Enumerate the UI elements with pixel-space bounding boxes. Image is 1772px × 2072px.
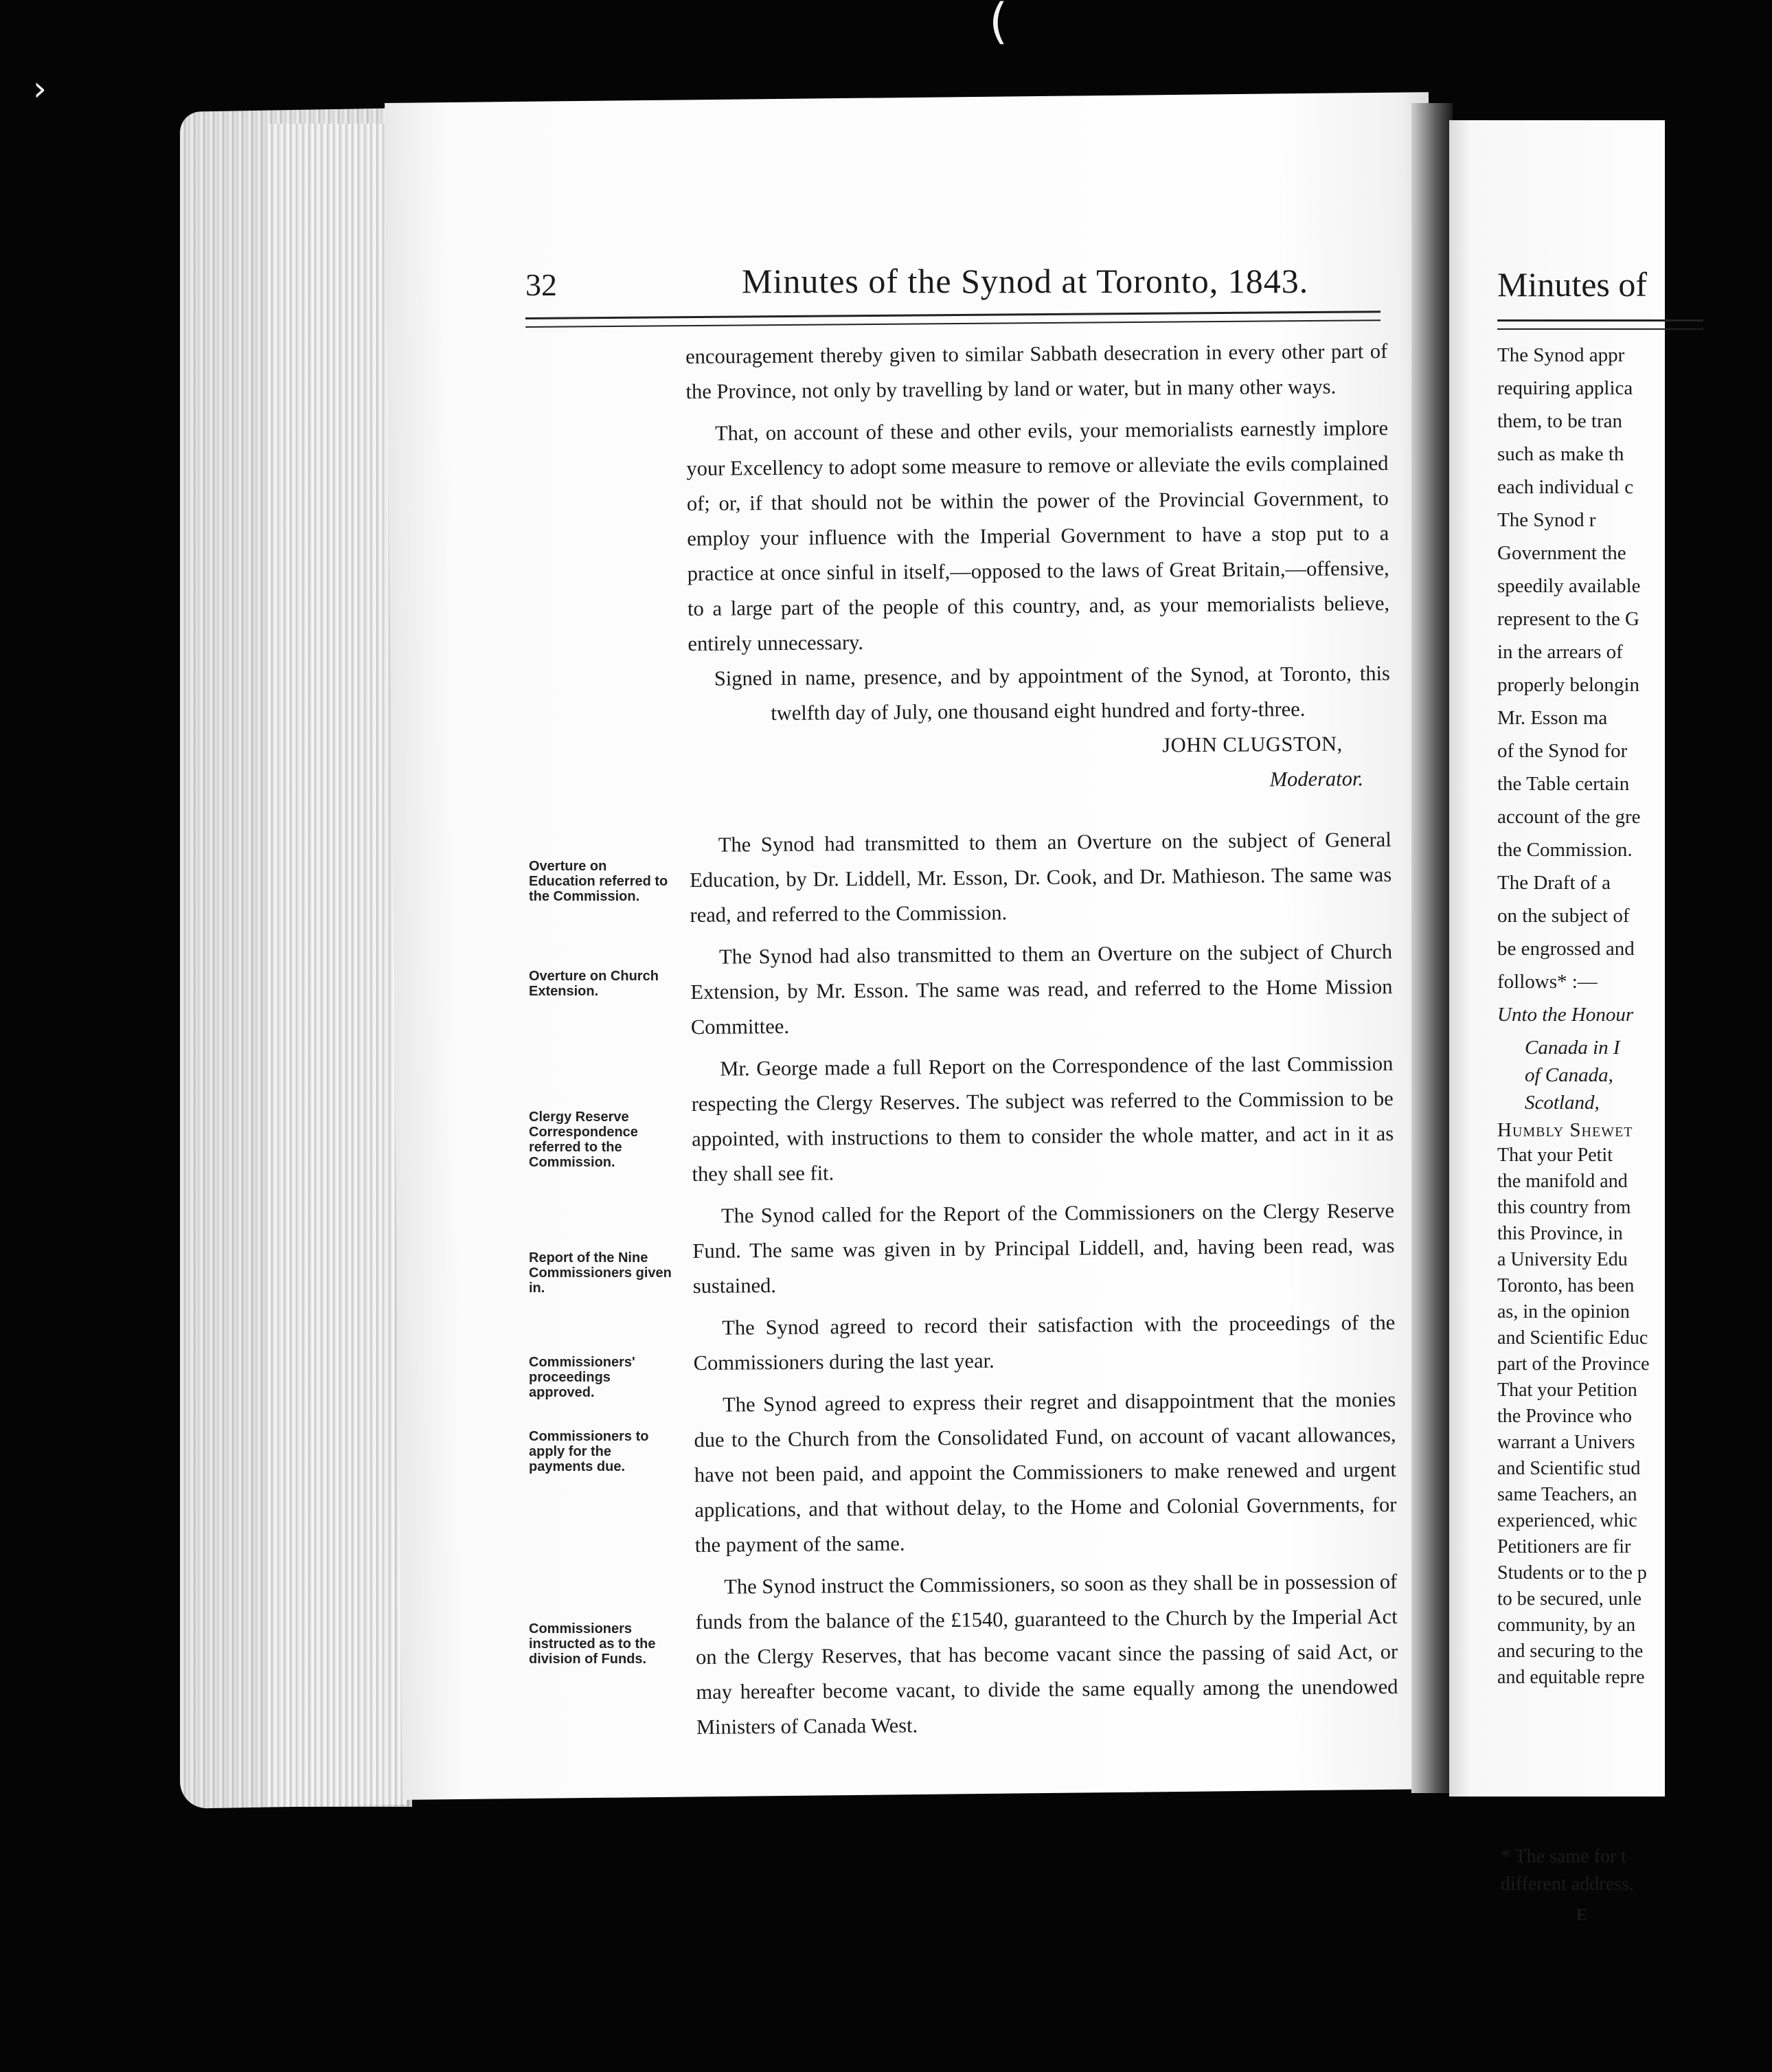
- text-line: same Teachers, an: [1497, 1484, 1637, 1505]
- right-header-rule: [1497, 319, 1703, 330]
- text-line: warrant a Univers: [1497, 1432, 1635, 1453]
- paragraph: The Synod had also transmitted to them an Overture on the subject of Church Extension, by Mr. Esson. The same was read, and referred to the Home Mission Committee.: [690, 939, 1393, 1039]
- running-head: Minutes of the Synod at Toronto, 1843.: [742, 262, 1309, 300]
- paragraph: The Synod had transmitted to them an Overture on the subject of General Education, by Dr. Liddell, Mr. Esson, Dr. Cook, and Dr. Mathieson. The same was read, and referred to the Commission.: [690, 827, 1392, 927]
- text-line: experienced, whic: [1497, 1510, 1637, 1531]
- side-note: Overture on Church Extension.: [529, 969, 659, 999]
- text-line: properly belongin: [1497, 674, 1639, 696]
- text-line: them, to be tran: [1497, 410, 1623, 432]
- text-line: to be secured, unle: [1497, 1588, 1642, 1610]
- film-mark: (: [989, 0, 1008, 49]
- text-line: represent to the G: [1497, 608, 1639, 630]
- text-line: on the subject of: [1497, 905, 1630, 927]
- text-line: Toronto, has been: [1497, 1275, 1635, 1296]
- paragraph: Mr. George made a full Report on the Correspondence of the last Commission respecting the Clergy Reserves. The subject was referred to the Commission to be appointed, with instructions to them to consider the whole matter, and act in it as they shall see fit.: [691, 1051, 1394, 1186]
- paragraph: encouragement thereby given to similar Sabbath desecration in every other part of the Province, not only by travelling by land or water, but in many other ways.: [685, 339, 1388, 403]
- signature-clause: Signed in name, presence, and by appointment of the Synod, at Toronto, this twelfth day of July, one thousand eight hundred and forty-three.: [714, 661, 1390, 725]
- text-line: be engrossed and: [1497, 938, 1635, 960]
- signature-mark: E: [1576, 1906, 1588, 1924]
- side-note: Commissioners to apply for the payments due.: [529, 1429, 649, 1474]
- address-line: Unto the Honour: [1497, 1004, 1634, 1026]
- text-line: this Province, in: [1497, 1223, 1623, 1244]
- text-line: community, by an: [1497, 1614, 1636, 1636]
- text-line: this country from: [1497, 1197, 1631, 1218]
- text-line: the Commission.: [1497, 839, 1633, 861]
- footnote: [1501, 1843, 1634, 1898]
- text-line: Students or to the p: [1497, 1562, 1647, 1584]
- moderator-name: JOHN CLUGSTON,: [1162, 732, 1343, 757]
- text-line: and Scientific Educ: [1497, 1327, 1648, 1349]
- text-line: the manifold and: [1497, 1171, 1628, 1192]
- address-line: of Canada,: [1525, 1064, 1613, 1086]
- address-line: Scotland,: [1525, 1092, 1600, 1114]
- text-line: Government the: [1497, 542, 1626, 564]
- text-line: The Draft of a: [1497, 872, 1611, 894]
- text-line: and equitable repre: [1497, 1667, 1645, 1688]
- text-line: follows* :—: [1497, 971, 1598, 993]
- text-line: Mr. Esson ma: [1497, 707, 1608, 729]
- side-note: Commissioners instructed as to the division of Funds.: [529, 1621, 656, 1667]
- text-line: part of the Province: [1497, 1353, 1650, 1375]
- text-line: and securing to the: [1497, 1641, 1644, 1662]
- film-mark: ›: [33, 69, 47, 109]
- right-page: [1449, 120, 1665, 1924]
- text-line: the Province who: [1497, 1406, 1632, 1427]
- footnote-line: * The same for t: [1501, 1846, 1626, 1867]
- text-line: The Synod appr: [1497, 344, 1625, 366]
- text-line: That your Petit: [1497, 1145, 1613, 1166]
- text-line: requiring applica: [1497, 377, 1633, 399]
- text-line: each individual c: [1497, 476, 1634, 498]
- book-gutter: [1411, 103, 1453, 1793]
- side-note: Commissioners' proceedings approved.: [529, 1355, 635, 1400]
- text-line: such as make th: [1497, 443, 1624, 465]
- paragraph: The Synod called for the Report of the Commissioners on the Clergy Reserve Fund. The same was given in by Principal Liddell, and, having been read, was sustained.: [692, 1198, 1395, 1298]
- address-line: Canada in I: [1525, 1037, 1620, 1059]
- text-line: The Synod r: [1497, 509, 1596, 531]
- right-running-head: Minutes of: [1497, 265, 1648, 304]
- text-line: account of the gre: [1497, 806, 1641, 828]
- text-line: as, in the opinion: [1497, 1301, 1630, 1322]
- paragraph: The Synod agreed to express their regret and disappointment that the monies due to the Church from the Consolidated Fund, on account of vacant allowances, have not been paid, and appoint the Commissioners to make renewed and urgent applications, and that without delay, to the Home and Colonial Governments, for the payment of the same.: [694, 1387, 1397, 1557]
- text-line: in the arrears of: [1497, 641, 1623, 663]
- petition-text: [1497, 1142, 1772, 1688]
- main-text: [685, 334, 1398, 1745]
- side-note: Report of the Nine Commissioners given in.: [529, 1250, 672, 1296]
- text-line: a University Edu: [1497, 1249, 1628, 1270]
- side-note: Clergy Reserve Correspondence referred to the Commission.: [529, 1110, 638, 1170]
- side-note: Overture on Education referred to the Commission.: [529, 859, 668, 904]
- right-page-text: [1497, 339, 1772, 1688]
- text-line: Petitioners are fir: [1497, 1536, 1631, 1557]
- page-number: 32: [525, 267, 557, 302]
- text-line: speedily available: [1497, 575, 1641, 597]
- paragraph: The Synod agreed to record their satisfaction with the proceedings of the Commissioners during the last year.: [693, 1310, 1396, 1375]
- humbly-shewing: Humbly Shewet: [1497, 1119, 1633, 1141]
- paragraph: That, on account of these and other evils, your memorialists earnestly implore your Excellency to adopt some measure to remove or alleviate the evils complained of; or, if that should not be within the power of the Provincial Government, to employ your influence with the Imperial Government to have a stop put to a practice at once sinful in itself,—opposed to the laws of Great Britain,—offensive, to a large part of the people of this country, and, as your memorialists believe, entirely unnecessary.: [686, 416, 1390, 655]
- paragraph: The Synod instruct the Commissioners, so soon as they shall be in possession of funds from the balance of the £1540, guaranteed to the Church by the Imperial Act on the Clergy Reserves, that has become vacant since the passing of said Act, or may hereafter become vacant, to divide the same equally among the unendowed Ministers of Canada West.: [695, 1569, 1398, 1739]
- text-line: and Scientific stud: [1497, 1458, 1641, 1479]
- text-line: That your Petition: [1497, 1380, 1637, 1401]
- text-line: the Table certain: [1497, 773, 1630, 795]
- text-line: of the Synod for: [1497, 740, 1628, 762]
- moderator-title: Moderator.: [1269, 767, 1364, 791]
- footnote-line: different address.: [1501, 1873, 1634, 1895]
